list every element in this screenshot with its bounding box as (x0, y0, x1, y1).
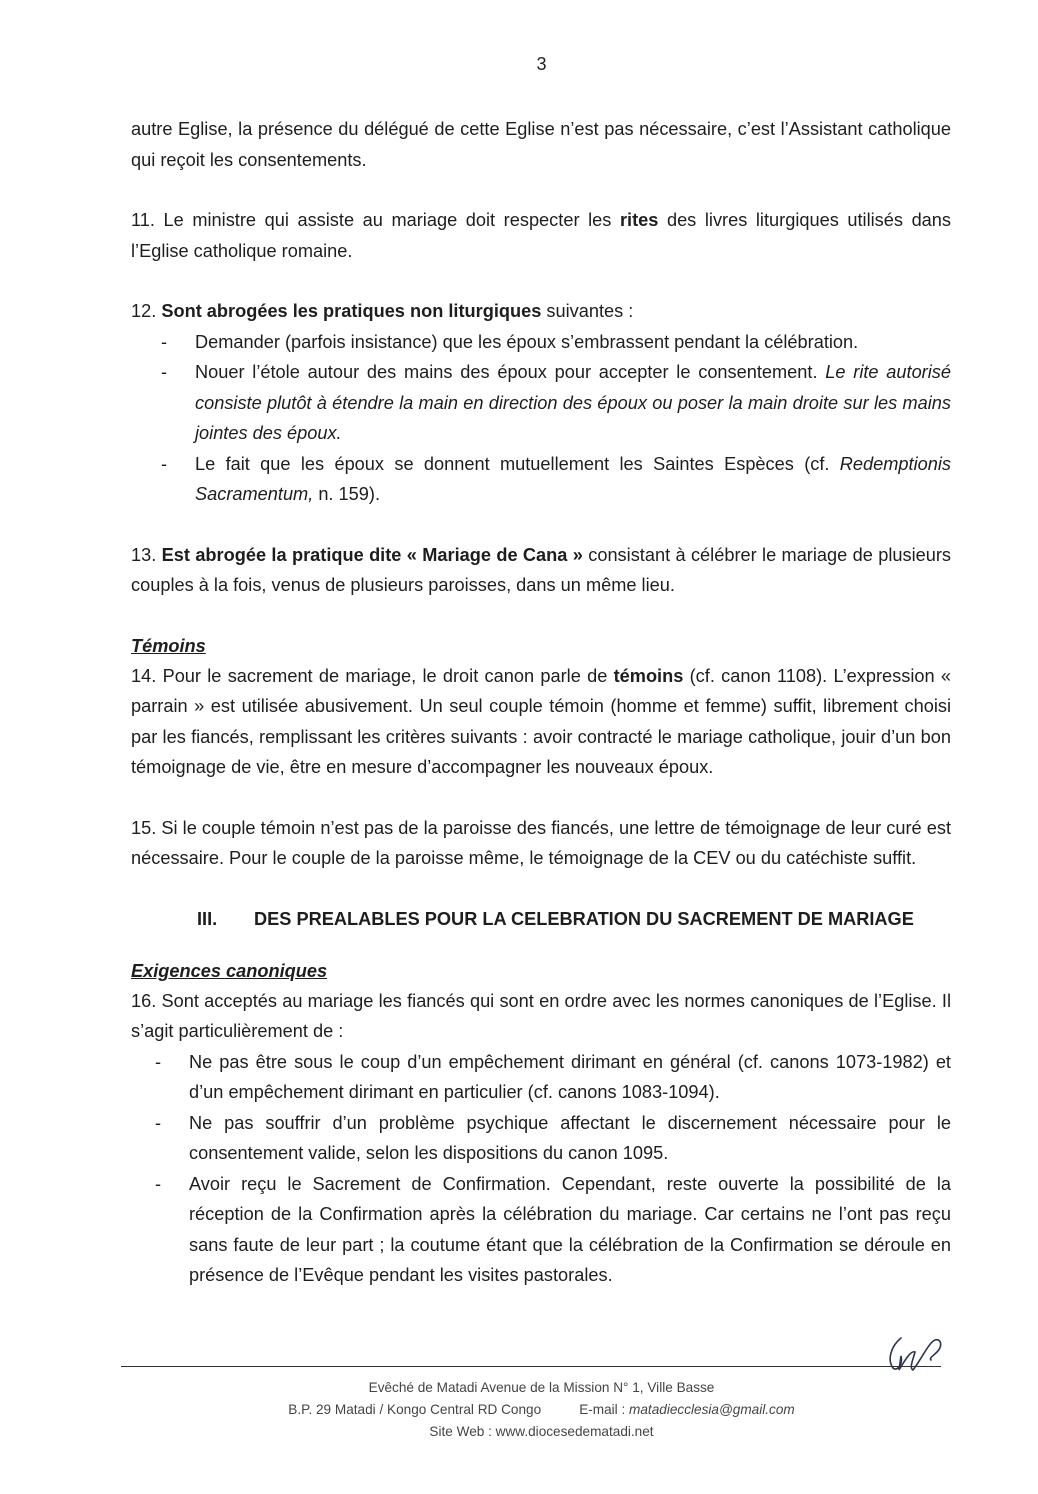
paragraph-16: 16. Sont acceptés au mariage les fiancés qui sont en ordre avec les normes canoniques de l’Eglise. Il s’agit particulièrement de : (131, 990, 951, 1041)
requirements-list (155, 1047, 951, 1291)
list-item (161, 327, 951, 358)
paragraph-14-bold: témoins (613, 665, 684, 686)
list-item-text: Avoir reçu le Sacrement de Confirmation. Cependant, reste ouverte la possibilité de la réception de la Confirmation après la célébration du mariage. Car certains ne l’ont pas reçu sans faute de leur part ; la coutume étant que la célébration de la Confirmation se déroule en présence de l’Evêque pendant les visites pastorales. (189, 1173, 951, 1285)
paragraph-13-number: 13. (131, 544, 162, 565)
paragraph-13-bold: Est abrogée la pratique dite « Mariage de Cana » (161, 544, 583, 565)
dash-bullet: - (155, 1112, 162, 1133)
practices-list (161, 327, 951, 510)
list-item (155, 1169, 951, 1291)
list-item-tail: n. 159). (313, 484, 380, 504)
paragraph-13-rest: consistant à célébrer le mariage de plusieurs couples à la fois, venus de plusieurs paroisses, dans un même lieu. (131, 544, 951, 595)
list-item-text: Le fait que les époux se donnent mutuellement les Saintes Espèces (cf. (195, 453, 840, 474)
paragraph-intro: autre Eglise, la présence du délégué de cette Eglise n’est pas nécessaire, c’est l’Assistant catholique qui reçoit les consentements. (131, 119, 951, 170)
paragraph-14 (131, 661, 951, 783)
page-number: 3 (536, 54, 547, 74)
footer-address: Evêché de Matadi Avenue de la Mission N° 1, Ville Basse (368, 1380, 715, 1395)
footer-contact (0, 1399, 1038, 1421)
exigences-heading: Exigences canoniques (131, 960, 328, 981)
dash-bullet: - (155, 1051, 162, 1072)
footer (0, 1377, 1038, 1443)
paragraph-12-bold: Sont abrogées les pratiques non liturgiques (161, 301, 542, 321)
section-title (131, 904, 951, 934)
paragraph-11-bold: rites (619, 210, 659, 230)
page-body (131, 114, 951, 1291)
list-item-text: Demander (parfois insistance) que les époux s’embrassent pendant la célébration. (195, 331, 859, 352)
paragraph-11-text-a: 11. Le ministre qui assiste au mariage doit respecter les (131, 210, 620, 230)
paragraph-12 (131, 296, 951, 327)
list-item (155, 1108, 951, 1169)
paragraph-12-rest: suivantes : (541, 301, 634, 321)
footer-email-label: E-mail : (579, 1402, 630, 1417)
dash-bullet: - (155, 1173, 162, 1194)
list-item-text: Ne pas être sous le coup d’un empêchement dirimant en général (cf. canons 1073-1982) et d’un empêchement dirimant en particulier (cf. canons 1083-1094). (189, 1051, 951, 1102)
list-item-italic: Le rite autorisé consiste plutôt à étendre la main en direction des époux ou poser la main droite sur les mains jointes des époux. (195, 362, 951, 443)
temoins-heading: Témoins (131, 635, 206, 656)
list-item-text: Nouer l’étole autour des mains des époux pour accepter le consentement. (195, 362, 826, 382)
paragraph-15: 15. Si le couple témoin n’est pas de la paroisse des fiancés, une lettre de témoignage de leur curé est nécessaire. Pour le couple de la paroisse même, le témoignage de la CEV ou du catéchiste suffit. (131, 817, 951, 868)
paragraph-12-number: 12. (131, 301, 162, 321)
footer-website[interactable]: Site Web : www.diocesedematadi.net (429, 1424, 654, 1439)
paragraph-14-text-c: (cf. canon 1108). L’expression « parrain » est utilisée abusivement. Un seul couple témoin (homme et femme) suffit, librement choisi par les fiancés, remplissant les critères suivants : avoir contracté le mariage catholique, jouir d’un bon témoignage de vie, être en mesure d’accompagner les nouveaux époux. (131, 665, 951, 777)
paragraph-14-text-a: 14. Pour le sacrement de mariage, le droit canon parle de (131, 665, 614, 686)
footer-divider (121, 1366, 941, 1367)
dash-bullet: - (161, 331, 168, 352)
section-number: III. (197, 908, 218, 929)
list-item (161, 357, 951, 449)
section-title-text: DES PREALABLES POUR LA CELEBRATION DU SACREMENT DE MARIAGE (254, 908, 914, 929)
dash-bullet: - (161, 362, 168, 382)
list-item (155, 1047, 951, 1108)
footer-postal: B.P. 29 Matadi / Kongo Central RD Congo (288, 1402, 542, 1417)
dash-bullet: - (161, 453, 168, 474)
footer-email-link[interactable]: matadiecclesia@gmail.com (629, 1402, 795, 1417)
paragraph-11-text-c: des livres liturgiques utilisés dans l’Eglise catholique romaine. (131, 210, 952, 261)
paragraph-11 (131, 205, 951, 266)
list-item (161, 449, 951, 510)
list-item-text: Ne pas souffrir d’un problème psychique affectant le discernement nécessaire pour le consentement valide, selon les dispositions du canon 1095. (189, 1112, 951, 1163)
paragraph-13 (131, 540, 951, 601)
handwritten-signature (883, 1330, 953, 1380)
list-item-italic: Redemptionis Sacramentum, (195, 453, 951, 504)
